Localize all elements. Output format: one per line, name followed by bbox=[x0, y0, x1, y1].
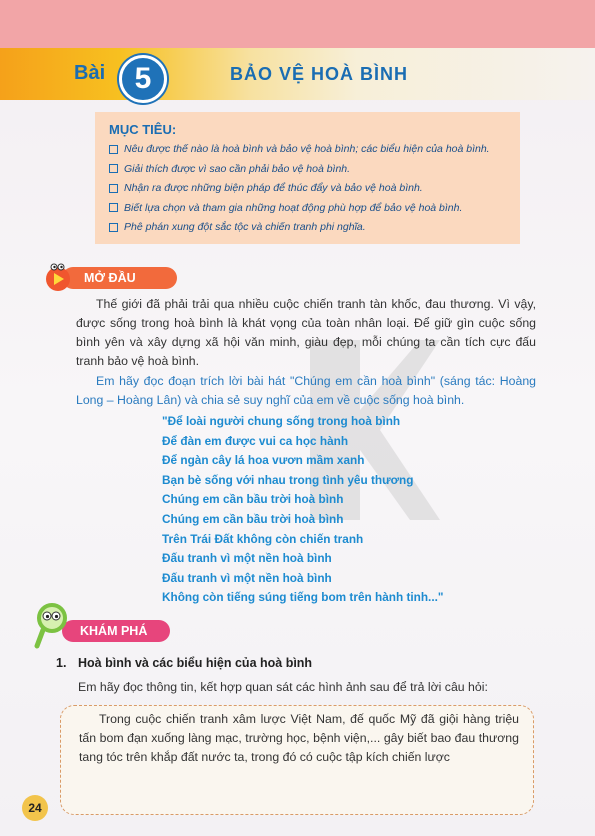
song-line: Chúng em cần bầu trời hoà bình bbox=[162, 492, 344, 507]
objectives-box bbox=[95, 112, 520, 244]
magnifier-mascot-icon bbox=[34, 600, 70, 650]
lesson-number: 5 bbox=[134, 62, 152, 95]
section-1-heading: 1. Hoà bình và các biểu hiện của hoà bình bbox=[56, 656, 313, 670]
song-line: Không còn tiếng súng tiếng bom trên hành tinh..." bbox=[162, 590, 444, 605]
objective-item: Nhận ra được những biện pháp để thúc đẩy và bảo vệ hoà bình. bbox=[109, 179, 490, 199]
song-line: Đấu tranh vì một nền hoà bình bbox=[162, 570, 332, 585]
page-number: 24 bbox=[22, 795, 48, 821]
mo-dau-question: Em hãy đọc đoạn trích lời bài hát "Chúng em cần hoà bình" (sáng tác: Hoàng Long – Hoàng Lân) và chia sẻ suy nghĩ của em về cuộc sống hoà bình. bbox=[76, 374, 536, 407]
info-box bbox=[60, 705, 534, 815]
kham-pha-instruction: Em hãy đọc thông tin, kết hợp quan sát các hình ảnh sau để trả lời câu hỏi: bbox=[78, 680, 488, 694]
lesson-number-badge bbox=[119, 55, 167, 103]
checkbox-icon bbox=[109, 164, 118, 173]
objective-item: Phê phán xung đột sắc tộc và chiến tranh phi nghĩa. bbox=[109, 218, 490, 238]
checkbox-icon bbox=[109, 184, 118, 193]
song-line: Để đàn em được vui ca học hành bbox=[162, 433, 349, 448]
song-line: "Để loài người chung sống trong hoà bình bbox=[162, 414, 401, 428]
checkbox-icon bbox=[109, 203, 118, 212]
lesson-label: Bài bbox=[74, 62, 106, 84]
kham-pha-heading: KHÁM PHÁ bbox=[62, 620, 170, 642]
objective-item: Biết lựa chọn và tham gia những hoạt động phù hợp để bảo vệ hoà bình. bbox=[109, 199, 490, 219]
top-band bbox=[0, 0, 595, 48]
song-line: Để ngàn cây lá hoa vươn mầm xanh bbox=[162, 453, 365, 468]
song-line: Trên Trái Đất không còn chiến tranh bbox=[162, 531, 364, 546]
objectives-list bbox=[109, 140, 490, 238]
objectives-title: MỤC TIÊU: bbox=[109, 122, 177, 137]
objective-item: Giải thích được vì sao cần phải bảo vệ hoà bình. bbox=[109, 160, 490, 180]
song-line: Đấu tranh vì một nền hoà bình bbox=[162, 551, 332, 566]
checkbox-icon bbox=[109, 223, 118, 232]
song-lyrics bbox=[162, 412, 443, 608]
play-mascot-icon bbox=[44, 262, 72, 292]
checkbox-icon bbox=[109, 145, 118, 154]
song-line: Bạn bè sống với nhau trong tình yêu thương bbox=[162, 472, 414, 487]
song-line: Chúng em cần bầu trời hoà bình bbox=[162, 511, 344, 526]
lesson-title: BẢO VỆ HOÀ BÌNH bbox=[230, 64, 409, 84]
mo-dau-heading: MỞ ĐẦU bbox=[62, 267, 177, 289]
mo-dau-intro: Thế giới đã phải trải qua nhiều cuộc chiến tranh tàn khốc, đau thương. Vì vậy, được sống trong hoà bình là khát vọng của toàn nhân loại. Để giữ gìn cuộc sống bình yên và xây dựng xã hội văn minh, giàu đẹp, mỗi chúng ta cần tích cực đấu tranh bảo vệ hoà bình. bbox=[76, 297, 536, 368]
objective-item: Nêu được thế nào là hoà bình và bảo vệ hoà bình; các biểu hiện của hoà bình. bbox=[109, 140, 490, 160]
info-text: Trong cuộc chiến tranh xâm lược Việt Nam, đế quốc Mỹ đã giội hàng triệu tấn bom đạn xuống làng mạc, trường học, bệnh viện,... gây biết bao đau thương tang tóc trên khắp đất nước ta, trong đó có cuộc tập kích chiến lược bbox=[79, 712, 519, 764]
